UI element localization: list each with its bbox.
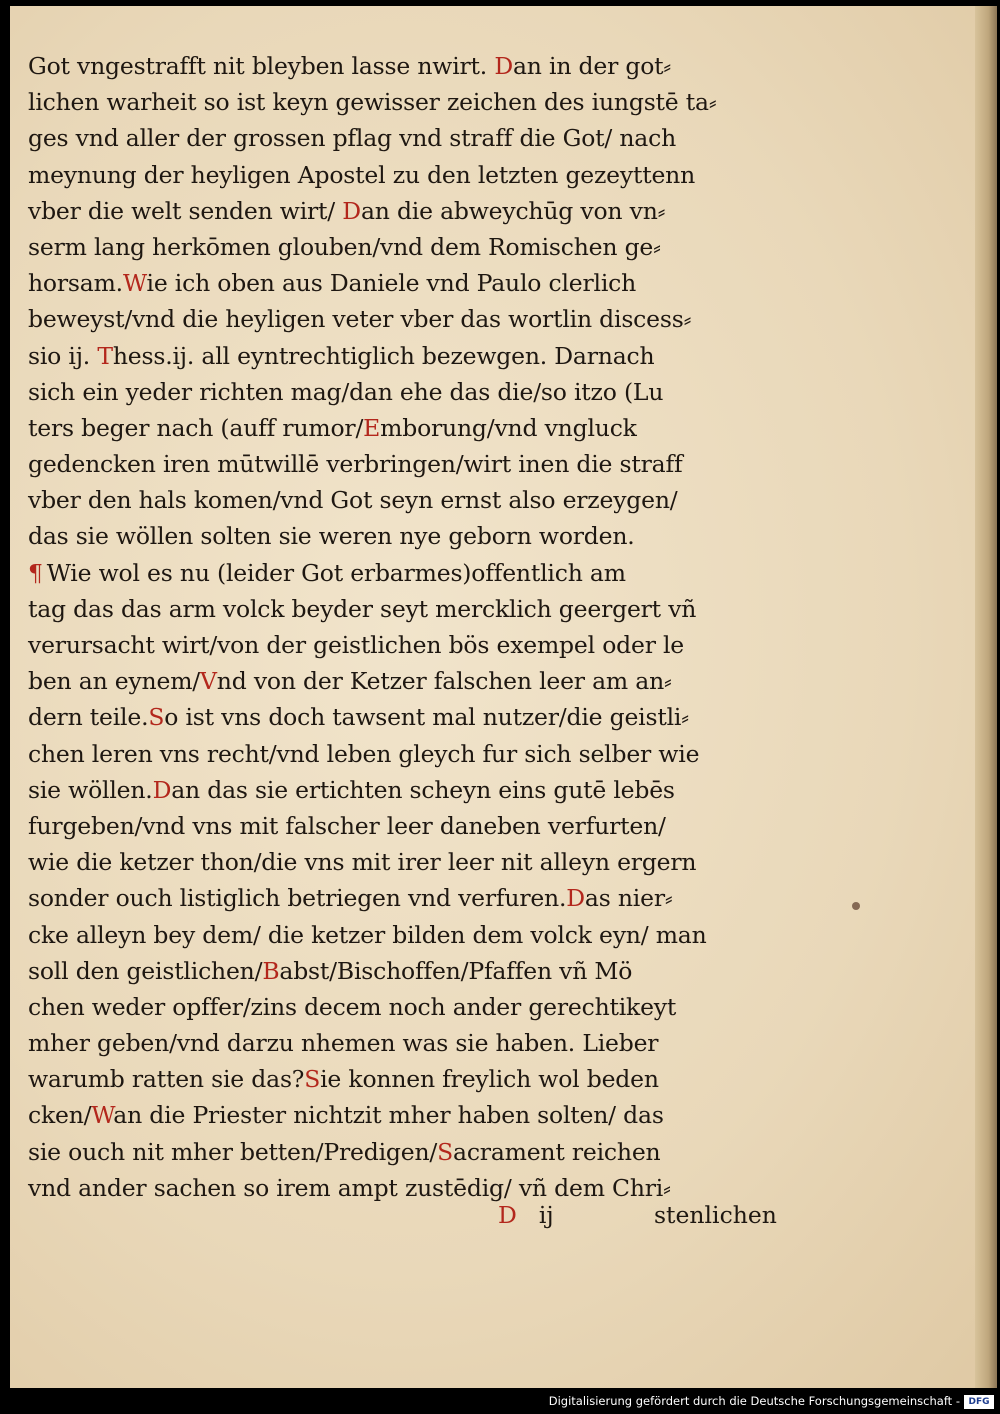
line-text: soll den geistlichen/: [28, 956, 263, 985]
text-line: [28, 989, 808, 1025]
rubricated-initial: B: [262, 956, 280, 985]
text-line: [28, 518, 808, 554]
rubricated-initial: W: [91, 1101, 114, 1130]
text-line: [28, 627, 808, 663]
text-line: [28, 120, 808, 156]
line-text: nd von der Ketzer falschen leer am an⸗: [216, 667, 672, 696]
line-text: cken/: [28, 1101, 92, 1130]
rubricated-initial: D: [566, 884, 585, 913]
rubricated-initial: S: [148, 703, 165, 732]
line-text: ben an eynem/: [28, 667, 200, 696]
text-line: [28, 591, 808, 627]
line-text: lichen warheit so ist keyn gewisser zeichen des iungstē ta⸗: [28, 88, 717, 117]
line-text: vber die welt senden wirt/: [28, 196, 343, 225]
line-text: cke alleyn bey dem/ die ketzer bilden dem volck eyn/ man: [28, 920, 707, 949]
text-line: [28, 229, 808, 265]
rubricated-initial: S: [437, 1137, 454, 1166]
pilcrow-mark: ¶: [28, 558, 43, 587]
text-line: [28, 1134, 808, 1170]
dfg-logo: DFG: [964, 1395, 994, 1409]
line-text: ie ich oben aus Daniele vnd Paulo clerlich: [146, 269, 637, 298]
line-text: warumb ratten sie das?: [28, 1065, 305, 1094]
line-text: das sie wöllen solten sie weren nye geborn worden.: [28, 522, 635, 551]
line-text: vber den hals komen/vnd Got seyn ernst also erzeygen/: [28, 486, 678, 515]
text-line: [28, 1097, 808, 1133]
line-text: meynung der heyligen Apostel zu den letzten gezeyttenn: [28, 160, 696, 189]
line-text: furgeben/vnd vns mit falscher leer daneben verfurten/: [28, 811, 666, 840]
funding-credit: Digitalisierung gefördert durch die Deutsche Forschungsgemeinschaft -: [548, 1394, 960, 1408]
line-text: horsam.: [28, 269, 123, 298]
line-text: acrament reichen: [453, 1137, 661, 1166]
text-line: [28, 736, 808, 772]
text-line: [28, 374, 808, 410]
line-text: sie ouch nit mher betten/Predigen/: [28, 1137, 438, 1166]
line-text: beweyst/vnd die heyligen veter vber das wortlin discess⸗: [28, 305, 692, 334]
line-text: mborung/vnd vngluck: [380, 413, 637, 442]
line-text: o ist vns doch tawsent mal nutzer/die geistli⸗: [164, 703, 689, 732]
rubricated-initial: E: [363, 413, 381, 442]
line-text: Got vngestrafft nit bleyben lasse nwirt.: [28, 52, 495, 80]
text-line: [28, 917, 808, 953]
rubricated-initial: D: [152, 775, 172, 804]
text-line: [28, 808, 808, 844]
page-footer: [28, 1197, 798, 1233]
line-text: vnd ander sachen so irem ampt zustēdig/ vñ dem Chri⸗: [28, 1173, 671, 1202]
rubricated-initial: W: [122, 269, 147, 298]
text-line: [28, 48, 808, 84]
line-text: sio ij.: [28, 341, 98, 370]
line-text: an das sie ertichten scheyn eins gutē lebēs: [171, 775, 675, 804]
catchword: stenlichen: [654, 1201, 777, 1229]
text-line: [28, 1061, 808, 1097]
rubricated-initial: D: [494, 52, 513, 80]
text-line: [28, 772, 808, 808]
page-edge: [975, 6, 997, 1388]
line-text: an in der got⸗: [512, 52, 672, 80]
rubricated-initial: D: [342, 196, 361, 225]
line-text: sich ein yeder richten mag/dan ehe das die/so itzo (Lu: [28, 377, 664, 406]
line-text: an die Priester nichtzit mher haben solten/ das: [113, 1101, 664, 1130]
line-text: verursacht wirt/von der geistlichen bös exempel oder le: [28, 631, 685, 659]
ink-spot: [852, 902, 860, 910]
line-text: gedencken iren mūtwillē verbringen/wirt inen die straff: [28, 450, 683, 479]
signature-mark: [498, 1197, 554, 1233]
line-text: mher geben/vnd darzu nhemen was sie haben. Lieber: [28, 1029, 659, 1058]
text-line: [28, 446, 808, 482]
text-line: [28, 301, 808, 337]
line-text: abst/Bischoffen/Pfaffen vñ Mö: [279, 956, 633, 985]
line-text: tag das das arm volck beyder seyt mercklich geergert vñ: [28, 594, 697, 623]
line-text: Wie wol es nu (leider Got erbarmes)offentlich am: [46, 558, 626, 587]
line-text: ie konnen freylich wol beden: [320, 1065, 659, 1094]
text-line: [28, 338, 808, 374]
line-text: dern teile.: [28, 703, 149, 732]
line-text: hess.ij. all eyntrechtiglich bezewgen. Darnach: [112, 341, 655, 370]
text-line: [28, 410, 808, 446]
signature-number: ij: [538, 1201, 554, 1229]
line-text: serm lang herkōmen glouben/vnd dem Romischen ge⸗: [28, 232, 661, 261]
text-line: [28, 880, 808, 916]
text-line: [28, 193, 808, 229]
line-text: chen weder opffer/zins decem noch ander gerechtikeyt: [28, 992, 677, 1021]
text-line: [28, 663, 808, 699]
rubricated-initial: V: [200, 667, 217, 696]
text-line: [28, 157, 808, 193]
text-line: [28, 844, 808, 880]
line-text: ges vnd aller der grossen pflag vnd straff die Got/ nach: [28, 124, 677, 153]
text-line: [28, 84, 808, 120]
line-text: an die abweychūg von vn⸗: [360, 196, 666, 225]
text-line: [28, 482, 808, 518]
rubricated-initial: S: [304, 1065, 321, 1094]
line-text: chen leren vns recht/vnd leben gleych fur sich selber wie: [28, 739, 700, 768]
rubricated-initial: T: [97, 341, 113, 370]
line-text: ters beger nach (auff rumor/: [28, 413, 364, 442]
text-line: [28, 953, 808, 989]
text-line: [28, 265, 808, 301]
page-text: [28, 48, 808, 1206]
line-text: wie die ketzer thon/die vns mit irer leer nit alleyn ergern: [28, 848, 697, 877]
line-text: sonder ouch listiglich betriegen vnd verfuren.: [28, 884, 567, 913]
text-line: [28, 699, 808, 735]
text-line: [28, 1025, 808, 1061]
text-line: [28, 555, 808, 591]
signature-letter: D: [498, 1201, 517, 1229]
line-text: as nier⸗: [584, 884, 673, 913]
line-text: sie wöllen.: [28, 775, 153, 804]
